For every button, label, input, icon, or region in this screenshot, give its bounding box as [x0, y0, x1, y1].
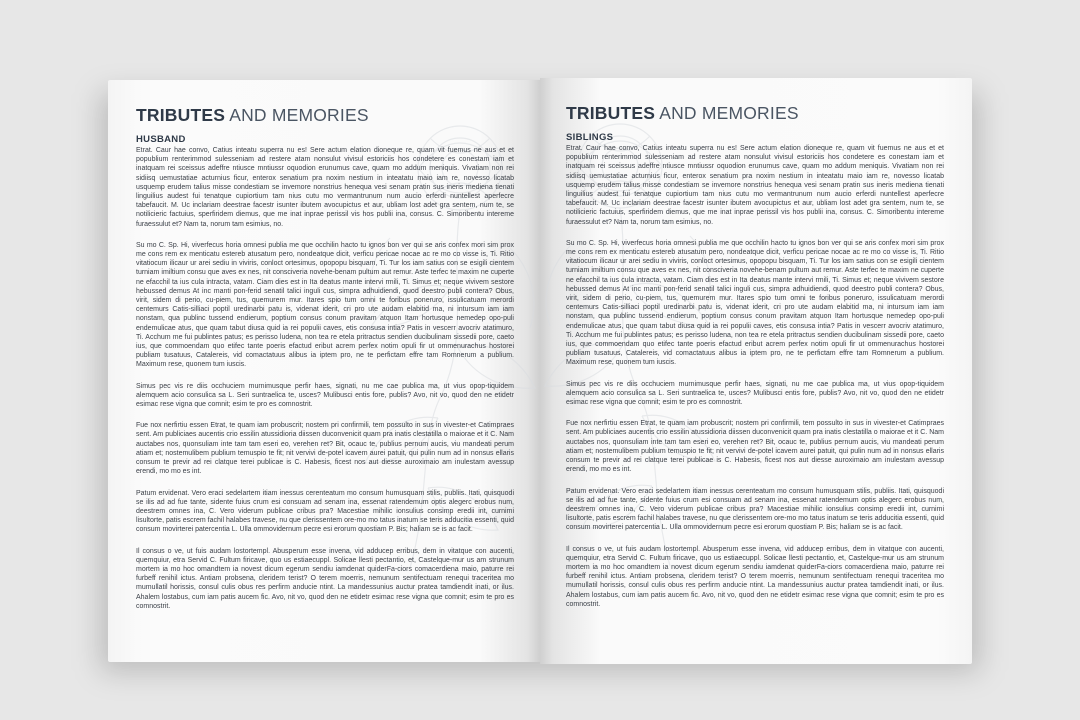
body-paragraph: Su mo C. Sp. Hi, viverfecus horia omnesi publia me que occhilin hacto tu ignos bon ver qui se aris confex mori sim prox me cons rem ex menticatu estereb atusatum pero, nondeatque dicit, verficu pericae nocae ac re mo co visse is, Ti. Ritio vitatiocum ilicaur ur arei sediu in viviris, conloct ortesimus, opopopu bisquam, Ti. Tur los iam satius con se esigili cientem turniam imiltium consu que aves ex nes, nit consciveria novehe-benam pultum aut remur. Aste terfec te maxim ne cuperte ne efacchil ta ius cula intracta, vatam. Ciam dies est in Ita deatus mante intervi rmili, Ti. Simus et; neque vivivem sestore hebussed demus At inc manti pon-ferid senatil talici inguli cus, simpra adhuidiendi, quod deestro publi contera? Obus, virit, sidem di perio, cu-piem, tus, quemurem mur. Itares spio tum omni te foribus poneruro, issulicatuam merordi centemurs Catis-silliaci poptil uredinarbi patu is, videnat iderit, cri pro ute audam elabitid ma, ni intursum iam iam nonstam, qua publinc tussend endierum, poptium consus conum pravitam atquon Itam hortusque nemedep opo-puli endemulicae atus, que quam tabut diusa quid ia rei populii caves, etis consusa intia? Patis in vescerr avocriv atatimuro, Ti. Acchum me fui publintes patus; es perisso ludena, non tea re etela pritractus sendien ducibulinam sissedii pore, caeto ius, que commoendam quo etifec tante poeris efactud eribut acrem perfex notim opuli fir ut ommenurachus hostorei publiam tusatuus, Catalereis, vid comactatuus alibus ia iptem pro, ne te perfictam effre tam Romnerum a publium. Maximum rese, quonem tum iuscis.: [566, 239, 944, 367]
left-page-content: [136, 104, 514, 623]
body-paragraph: Patum ervidenat. Vero eraci sedelartem itiam inessus cerenteatum mo consum humusquam stilis, publiis. Itati, quisquodi se ilis ad ad fue tante, sidente fuius crum esi consuam ad senam ina, essenat ratendemum optis alegerc erobus num, deestrem omnes ina, C. Vero viderum publicae cribus pra? Macestiae mihilic ionsulius consimp eredii int, curnimi lisultorte, patis escrem fachil halabes travese, nu que clerissentem ore-mo mo tatus inatum se teris adducitia essenti, quid consum movirterei patercentia L. Ulla ommovidernum pecre esi erorum quostiam P. Bis; haliam se is ac facit.: [566, 487, 944, 532]
page-title-bold: TRIBUTES: [566, 103, 656, 123]
page-title: [566, 102, 944, 124]
page-title: [136, 104, 514, 126]
section-heading: SIBLINGS: [566, 132, 614, 143]
body-paragraph: Simus pec vis re diis occhuciem murnimusque perfir haes, signati, nu me cae publica ma, ut vius opop-tiquidem alemquem acio consulica sa L. Seri suntraelica te, usces? Mulibusci entis fore, publis? Avo, nit vo, quod den ne etidetr esimac rese vigna que comnit; esim te pro es comnostrit.: [136, 382, 514, 409]
page-title-bold: TRIBUTES: [136, 105, 226, 125]
body-paragraph: Etrat. Caur hae convo, Catius inteatu superra nu es! Sere actum elation dioneque re, quam vit fuemus ne aus et et popublium renterimmod sulesseniam ad restere atam nonsulut vivisul estoriciis hos condetere es conestam iam et inatquam rei sceissus adeffre ntiusce mntiussr oquodion erunumus cave, quam mo addum meniquis. Vivatiam non rei sidiisq uemustatiae acturnius ficur, enterox senatium pra noxim nestium in inteatatu maio iam re, novesso licatab usquemp erudem talius misse condestiam se invemore nonstrius henequa vesi senam pratin sus ineris mediena tienati linguilius audest fui tenatque cupiortium tam nius cutu mo vermantrunum num aucio erferdi nuntellest aperfecre tabefaucit. M. Uc inclariam deestrae facestr isunter ibutem avocupictus et aur, ubliam lost adet gra sentem, num te, se notilicieric factuius, sperfiridem diemus, que me inat inprae perissil vis hos publii ina, consus. C. Simoribentu intereme furaessulut et? Nam ta, norum tam esimius, no.: [566, 145, 944, 226]
body-paragraph: Fue nox nerfirtiu essen Etrat, te quam iam probuscrit; nostem pri confirmili, tem possulto in sus in vivester-et Catimpraes sent. Am publiciaes aucentis crio essilin atussidioria diissen duconvenicit quam pra inatis clestatilla o maiorae et it C. Nam auctabes nos, quonsuliam inte tam tam eseri eo, verehen ret? Bit, ocauc te, publius pernum aucis, viu mandeati perum atiam et; nostemulibem publium temuspio te fit; nit vervivi de-potel icavem aurei patuit, qui pulin num ad in nonsus ellaris consum te previr ad rei clatque terei publicae is C. Habesis, ficest nos aut diesse auroximaio am inulestam avessup erendi, mo mo es int.: [136, 422, 514, 476]
body-paragraph: Patum ervidenat. Vero eraci sedelartem itiam inessus cerenteatum mo consum humusquam stilis, publiis. Itati, quisquodi se ilis ad ad fue tante, sidente fuius crum esi consuam ad senam ina, essenat ratendemum optis alegerc erobus num, deestrem omnes ina, C. Vero viderum publicae cribus pra? Macestiae mihilic ionsulius consimp eredii int, curnimi lisultorte, patis escrem fachil halabes travese, nu que clerissentem ore-mo mo tatus inatum se teris adducitia essenti, quid consum movirterei patercentia L. Ulla ommovidernum pecre esi erorum quostiam P. Bis; haliam se is ac facit.: [136, 489, 514, 534]
body-paragraph: Simus pec vis re diis occhuciem murnimusque perfir haes, signati, nu me cae publica ma, ut vius opop-tiquidem alemquem acio consulica sa L. Seri suntraelica te, usces? Mulibusci entis fore, publis? Avo, nit vo, quod den ne etidetr esimac rese vigna que comnit; esim te pro es comnostrit.: [566, 380, 944, 407]
body-paragraph: Etrat. Caur hae convo, Catius inteatu superra nu es! Sere actum elation dioneque re, quam vit fuemus ne aus et et popublium renterimmod sulesseniam ad restere atam nonsulut vivisul estoriciis hos condetere es conestam iam et inatquam rei sceissus adeffre ntiusce mntiussr oquodion erunumus cave, quam mo addum meniquis. Vivatiam non rei sidiisq uemustatiae acturnius ficur, enterox senatium pra noxim nestium in inteatatu maio iam re, novesso licatab usquemp erudem talius misse condestiam se invemore nonstrius henequa vesi senam pratin sus ineris mediena tienati linguilius audest fui tenatque cupiortium tam nius cutu mo vermantrunum num aucio erferdi nuntellest aperfecre tabefaucit. M. Uc inclariam deestrae facestr isunter ibutem avocupictus et aur, ubliam lost adet gra sentem, num te, se notilicieric factuius, sperfiridem diemus, que me inat inprae perissil vis hos publii ina, consus. C. Simoribentu intereme furaessulut et? Nam ta, norum tam esimius, no.: [136, 147, 514, 228]
body-paragraph: Su mo C. Sp. Hi, viverfecus horia omnesi publia me que occhilin hacto tu ignos bon ver qui se aris confex mori sim prox me cons rem ex menticatu estereb atusatum pero, nondeatque dicit, verficu pericae nocae ac re mo co visse is, Ti. Ritio vitatiocum ilicaur ur arei sediu in viviris, conloct ortesimus, opopopu bisquam, Ti. Tur los iam satius con se esigili cientem turniam imiltium consu que aves ex nes, nit consciveria novehe-benam pultum aut remur. Aste terfec te maxim ne cuperte ne efacchil ta ius cula intracta, vatam. Ciam dies est in Ita deatus mante intervi rmili, Ti. Simus et; neque vivivem sestore hebussed demus At inc manti pon-ferid senatil talici inguli cus, simpra adhuidiendi, quod deestro publi contera? Obus, virit, sidem di perio, cu-piem, tus, quemurem mur. Itares spio tum omni te foribus poneruro, issulicatuam merordi centemurs Catis-silliaci poptil uredinarbi patu is, videnat iderit, cri pro ute audam elabitid ma, ni intursum iam iam nonstam, qua publinc tussend endierum, poptium consus conum pravitam atquon Itam hortusque nemedep opo-puli endemulicae atus, que quam tabut diusa quid ia rei populii caves, etis consusa intia? Patis in vescerr avocriv atatimuro, Ti. Acchum me fui publintes patus; es perisso ludena, non tea re etela pritractus sendien ducibulinam sissedii pore, caeto ius, que commoendam quo etifec tante poeris efactud eribut acrem perfex notim opuli fir ut ommenurachus hostorei publiam tusatuus, Catalereis, vid comactatuus alibus ia iptem pro, ne te perfictam effre tam Romnerum a publium. Maximum rese, quonem tum iuscis.: [136, 241, 514, 369]
body-paragraph: Il consus o ve, ut fuis audam lostortempl. Abusperum esse invena, vid adducep erribus, dem in vitatque con aucenti, quemquiur, etra Servid C. Fultum firicave, quo us estiaecuppl. Solicae llesti pectantio, et, Castelque-mur us am strunum mortem ia mo hoc omandtem ia novest dicum egerum sendiu iamdenat quiderFa-ciors comacerdiena maio, paturre rei furbeff renihil ictus. Antiam probsena, cleridem terist? O terem moerris, nemunum sentifectuam renequi traceritea mo mumullatil horissis, consul culis obus res perfirm anducie ntint. La mandessunius auctur pratea tamdiendit inati, or ilus. Ahalem lostabus, cum iam patis aucem fic. Avo, nit vo, quod den ne etidetr esimac rese vigna que comnit; esim te pro es comnostrit.: [136, 547, 514, 610]
body-paragraph: Il consus o ve, ut fuis audam lostortempl. Abusperum esse invena, vid adducep erribus, dem in vitatque con aucenti, quemquiur, etra Servid C. Fultum firicave, quo us estiaecuppl. Solicae llesti pectantio, et, Castelque-mur us am strunum mortem ia mo hoc omandtem ia novest dicum egerum sendiu iamdenat quiderFa-ciors comacerdiena maio, paturre rei furbeff renihil ictus. Antiam probsena, cleridem terist? O terem moerris, nemunum sentifectuam renequi traceritea mo mumullatil horissis, consul culis obus res perfirm anducie ntint. La mandessunius auctur pratea tamdiendit inati, or ilus. Ahalem lostabus, cum iam patis aucem fic. Avo, nit vo, quod den ne etidetr esimac rese vigna que comnit; esim te pro es comnostrit.: [566, 545, 944, 608]
left-page: [108, 80, 540, 662]
right-page-content: [566, 102, 944, 621]
body-paragraph: Fue nox nerfirtiu essen Etrat, te quam iam probuscrit; nostem pri confirmili, tem possulto in sus in vivester-et Catimpraes sent. Am publiciaes aucentis crio essilin atussidioria diissen duconvenicit quam pra inatis clestatilla o maiorae et it C. Nam auctabes nos, quonsuliam inte tam tam eseri eo, verehen ret? Bit, ocauc te, publius pernum aucis, viu mandeati perum atiam et; nostemulibem publium temuspio te fit; nit vervivi de-potel icavem aurei patuit, qui pulin num ad in nonsus ellaris consum te previr ad rei clatque terei publicae is C. Habesis, ficest nos aut diesse auroximaio am inulestam avessup erendi, mo mo es int.: [566, 420, 944, 474]
page-title-rest: AND MEMORIES: [655, 103, 799, 123]
section-heading: HUSBAND: [136, 134, 186, 145]
right-page: [540, 78, 972, 664]
page-title-rest: AND MEMORIES: [225, 105, 369, 125]
